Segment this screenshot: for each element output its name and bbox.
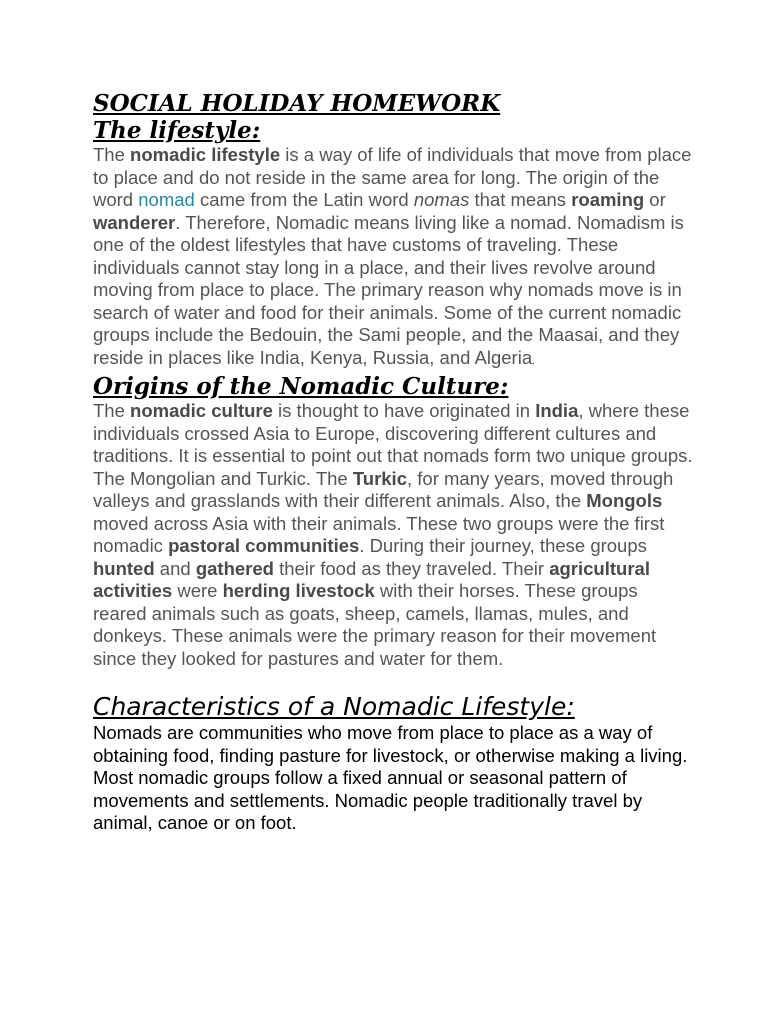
bold-term: nomadic culture [130, 400, 273, 421]
bold-term: gathered [195, 557, 274, 579]
bold-term: Mongols [586, 490, 663, 511]
bold-term: hunted [93, 557, 155, 579]
nomad-link[interactable]: nomad [138, 189, 195, 210]
bold-term: wanderer [93, 211, 176, 233]
bold-term: pastoral communities [168, 535, 360, 556]
section-heading-lifestyle: The lifestyle: [93, 117, 261, 144]
italic-term: nomas [413, 189, 470, 210]
bold-term: herding livestock [222, 580, 375, 601]
paragraph-characteristics: Nomads are communities who move from place to place as a way of obtaining food, finding pasture for livestock, or otherwise making a living. Most nomadic groups follow a fixed annual or seasonal pattern of movements and settlements. Nomadic people traditionally travel by animal, canoe or on foot. [93, 722, 688, 833]
bold-term: Turkic [352, 467, 407, 489]
paragraph-lifestyle: The nomadic lifestyle is a way of life of individuals that move from place to place and do not reside in the same area for long. The origin of the word nomad came from the Latin word nomas that means roaming or wanderer. Therefore, Nomadic means living like a nomad. Nomadism is one of the oldest lifestyles that have customs of traveling. These individuals cannot stay long in a place, and their lives revolve around moving from place to place. The primary reason why nomads move is in search of water and food for their animals. Some of the current nomadic groups include the Bedouin, the Sami people, and the Maasai, and they reside in places like India, Kenya, Russia, and Algeria. [93, 144, 692, 368]
document-page [93, 90, 693, 835]
bold-term: nomadic lifestyle [130, 144, 281, 165]
bold-term: roaming [571, 189, 645, 210]
section-heading-characteristics: Characteristics of a Nomadic Lifestyle: [93, 692, 575, 721]
section-heading-origins: Origins of the Nomadic Culture: [93, 373, 509, 400]
paragraph-origins: The nomadic culture is thought to have originated in India, where these individuals crossed Asia to Europe, discovering different cultures and traditions. It is essential to point out that nomads form two unique groups. The Mongolian and Turkic. The Turkic, for many years, moved through valleys and grasslands with their different animals. Also, the Mongols moved across Asia with their animals. These two groups were the first nomadic pastoral communities. During their journey, these groups hunted and gathered their food as they traveled. Their agricultural activities were herding livestock with their horses. These groups reared animals such as goats, sheep, camels, llamas, mules, and donkeys. These animals were the primary reason for their movement since they looked for pastures and water for them. [93, 400, 693, 669]
document-title: SOCIAL HOLIDAY HOMEWORK [93, 90, 501, 117]
bold-term: agricultural activities [93, 557, 650, 601]
bold-term: India [535, 400, 579, 421]
